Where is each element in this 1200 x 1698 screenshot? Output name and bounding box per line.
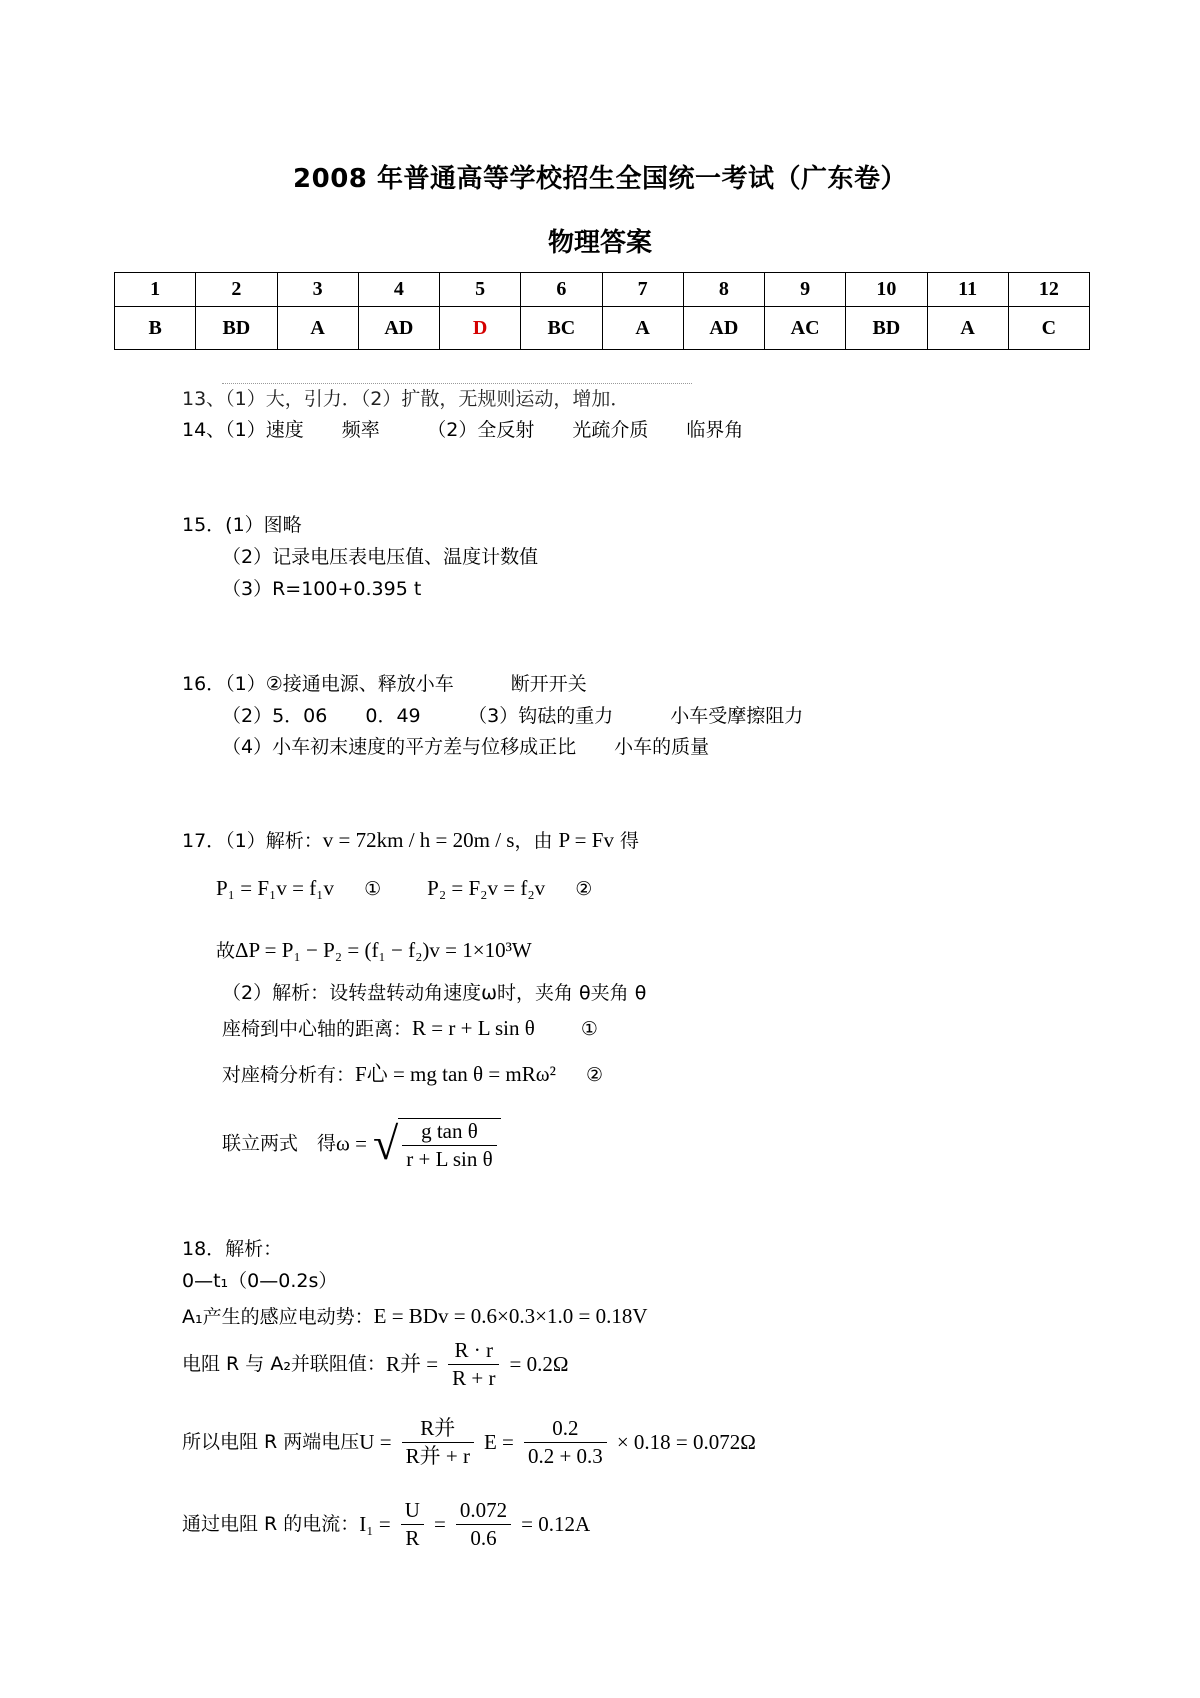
- answer-17-line-1: [182, 830, 639, 851]
- question-number: 7: [602, 273, 683, 307]
- voltage-lhs: U =: [359, 1430, 392, 1454]
- answer-18-line-2: 0—t₁（0—0.2s）: [182, 1270, 338, 1292]
- power-2-equation: P₂ = F₂v = f₂v: [427, 876, 546, 900]
- answer-17-line-7: [222, 1118, 501, 1170]
- answer-16-line-1: 16．（1）②接通电源、释放小车 断开开关: [182, 673, 587, 695]
- answer-18-line-6: [182, 1500, 590, 1549]
- answer-17-connector: ，由: [514, 830, 553, 852]
- voltage-mid: E =: [483, 1430, 514, 1454]
- voltage-numerator-1: R并: [402, 1418, 474, 1443]
- voltage-denominator-1: R并 + r: [405, 1444, 470, 1468]
- sqrt-symbol: √: [372, 1118, 399, 1169]
- answer-cell: BD: [846, 307, 927, 350]
- parallel-resistance-label: 电阻 R 与 A₂并联阻值：: [182, 1353, 386, 1375]
- current-denominator-2: 0.6: [470, 1526, 497, 1550]
- answer-18-line-1: 18．解析：: [182, 1238, 283, 1260]
- answer-16-line-3: （4）小车初末速度的平方差与位移成正比 小车的质量: [222, 736, 710, 758]
- question-number: 4: [358, 273, 439, 307]
- question-number: 12: [1008, 273, 1089, 307]
- answer-cell: B: [115, 307, 196, 350]
- answer-17-distance-label: 座椅到中心轴的距离：: [222, 1018, 413, 1040]
- answer-17-line-5: [222, 1018, 598, 1039]
- answer-table-answer-row: [115, 307, 1090, 350]
- omega-denominator: r + L sin θ: [406, 1147, 493, 1171]
- current-fraction-2: [456, 1500, 511, 1549]
- answer-15-line-3: （3）R=100+0.395 t: [222, 578, 422, 600]
- answer-cell: A: [602, 307, 683, 350]
- voltage-fraction-1: [402, 1418, 474, 1467]
- question-number: 9: [765, 273, 846, 307]
- answer-15-line-2: （2）记录电压表电压值、温度计数值: [222, 546, 539, 568]
- answer-17-therefore: 故: [216, 940, 236, 962]
- emf-equation: E = BDv = 0.6×0.3×1.0 = 0.18V: [373, 1304, 648, 1328]
- answer-17-force-label: 对座椅分析有：: [222, 1064, 356, 1086]
- answer-18-line-3: [182, 1306, 648, 1327]
- voltage-label: 所以电阻 R 两端电压: [182, 1431, 360, 1453]
- emf-label: A₁产生的感应电动势：: [182, 1306, 374, 1328]
- power-difference-equation: ΔP = P₁ − P₂ = (f₁ − f₂)v = 1×10³W: [235, 938, 532, 962]
- answer-18-line-4: [182, 1340, 568, 1389]
- answer-cell: AD: [683, 307, 764, 350]
- radius-equation: R = r + L sin θ: [412, 1016, 535, 1040]
- question-number: 5: [440, 273, 521, 307]
- equation-mark-2b: ②: [585, 1064, 603, 1086]
- dotted-divider: [222, 383, 692, 384]
- voltage-fraction-2: [524, 1418, 607, 1467]
- parallel-denominator: R + r: [452, 1366, 496, 1390]
- voltage-denominator-2: 0.2 + 0.3: [527, 1444, 603, 1468]
- answer-table-header-row: [115, 273, 1090, 307]
- omega-lhs: ω =: [336, 1131, 367, 1156]
- omega-fraction: [402, 1121, 496, 1170]
- equation-mark-1b: ①: [580, 1018, 598, 1040]
- question-number: 3: [277, 273, 358, 307]
- answer-16-line-2: （2）5．06 0．49 （3）钩砝的重力 小车受摩擦阻力: [222, 705, 804, 727]
- voltage-numerator-2: 0.2: [524, 1418, 607, 1443]
- answer-cell: BC: [521, 307, 602, 350]
- answer-15-line-1: 15．(1）图略: [182, 514, 302, 536]
- parallel-resistance-rhs: = 0.2Ω: [509, 1352, 569, 1376]
- answer-17-line-3: [216, 940, 532, 961]
- answer-cell: AD: [358, 307, 439, 350]
- power-equation: P = Fv: [558, 828, 614, 852]
- current-numerator-2: 0.072: [456, 1500, 511, 1525]
- answer-17-line-6: [222, 1064, 603, 1085]
- parallel-resistance-lhs: R并 =: [385, 1352, 439, 1376]
- answer-18-line-5: [182, 1418, 756, 1467]
- power-1-equation: P₁ = F₁v = f₁v: [216, 876, 335, 900]
- answer-cell-highlighted: D: [440, 307, 521, 350]
- answer-17-prefix: 17．（1）解析：: [182, 830, 323, 852]
- equation-mark-1: ①: [364, 878, 382, 900]
- current-lhs: I₁ =: [359, 1512, 391, 1536]
- question-number: 1: [115, 273, 196, 307]
- question-number: 6: [521, 273, 602, 307]
- answer-17-line-4: （2）解析：设转盘转动角速度ω时，夹角 θ夹角 θ: [222, 982, 647, 1004]
- question-number: 2: [196, 273, 277, 307]
- current-rhs: = 0.12A: [521, 1512, 591, 1536]
- answer-17-combine-label: 联立两式 得: [222, 1132, 337, 1155]
- answer-cell: BD: [196, 307, 277, 350]
- current-label: 通过电阻 R 的电流：: [182, 1513, 360, 1535]
- current-denominator-1: R: [405, 1526, 420, 1550]
- velocity-equation: v = 72km / h = 20m / s: [322, 828, 515, 852]
- sqrt-body: [398, 1118, 500, 1170]
- voltage-rhs: × 0.18 = 0.072Ω: [616, 1430, 756, 1454]
- answer-17-line-2: [216, 878, 592, 899]
- answer-cell: A: [927, 307, 1008, 350]
- answer-table: [114, 272, 1090, 350]
- answer-13: 13、（1）大，引力．（2）扩散，无规则运动，增加．: [182, 388, 630, 410]
- current-numerator-1: U: [401, 1500, 424, 1525]
- answer-cell: C: [1008, 307, 1089, 350]
- answer-17-end: 得: [620, 830, 640, 852]
- centripetal-force-equation: F心 = mg tan θ = mRω²: [355, 1062, 556, 1086]
- equation-mark-2: ②: [575, 878, 593, 900]
- page-title: 2008 年普通高等学校招生全国统一考试（广东卷）: [293, 164, 907, 194]
- answer-cell: A: [277, 307, 358, 350]
- parallel-numerator: R · r: [448, 1340, 499, 1365]
- answer-cell: AC: [765, 307, 846, 350]
- question-number: 10: [846, 273, 927, 307]
- parallel-resistance-fraction: [448, 1340, 499, 1389]
- question-number: 8: [683, 273, 764, 307]
- current-mid: =: [433, 1512, 446, 1536]
- page-subtitle: 物理答案: [547, 228, 652, 258]
- omega-numerator: g tan θ: [402, 1121, 496, 1146]
- answer-14: 14、（1）速度 频率 （2）全反射 光疏介质 临界角: [182, 419, 744, 441]
- omega-sqrt: [373, 1118, 501, 1170]
- question-number: 11: [927, 273, 1008, 307]
- current-fraction-1: [401, 1500, 424, 1549]
